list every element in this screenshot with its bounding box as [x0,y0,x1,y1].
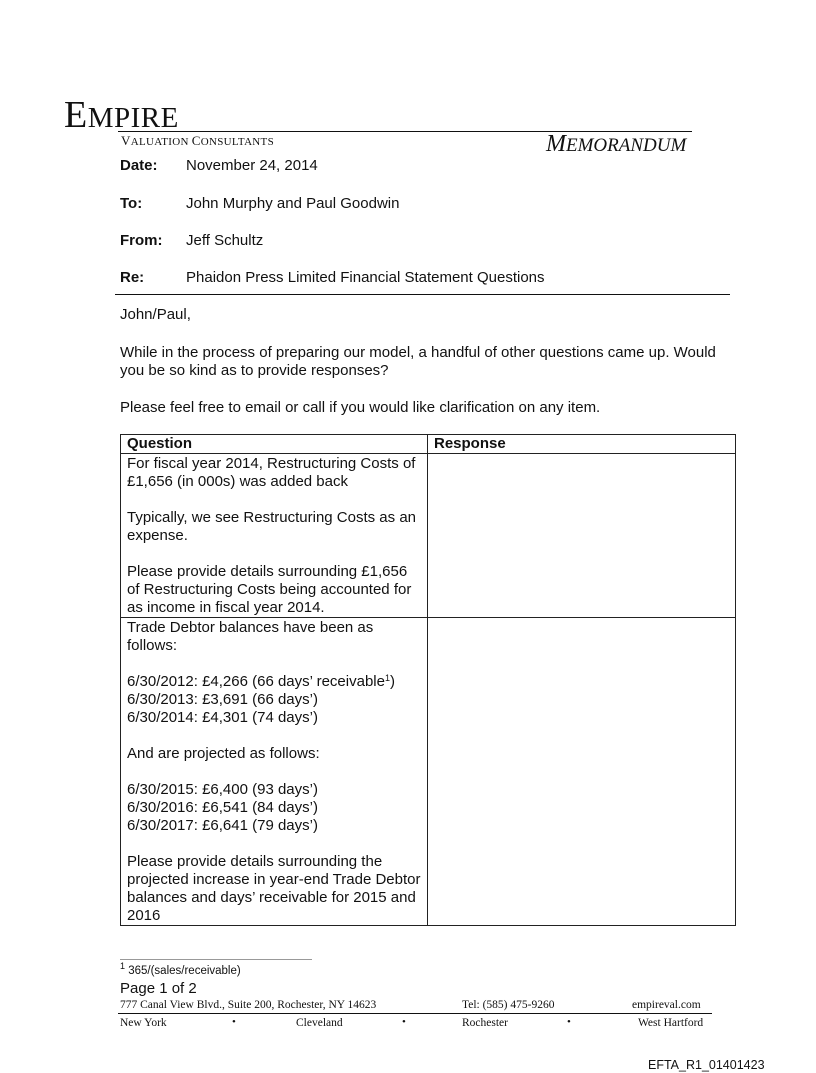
salutation: John/Paul, [120,306,191,323]
projected-line: 6/30/2016: £6,541 (84 days’) [127,799,318,816]
table-row [121,454,736,618]
question-header: Question [121,435,428,454]
restructuring-question-2: Typically, we see Restructuring Costs as an expense. [127,509,417,544]
questions-table [120,434,736,926]
bullet-separator: • [232,1016,236,1028]
table-header-row [121,435,736,454]
re-label: Re: [120,269,145,286]
question-cell [121,618,428,926]
restructuring-question-1: For fiscal year 2014, Restructuring Costs of £1,656 (in 000s) was added back [127,455,416,490]
question-cell [121,454,428,618]
historical-line: 6/30/2013: £3,691 (66 days’) [127,691,318,708]
footnote-ref: 1 [384,673,390,683]
memorandum-label: MEMORANDUM [546,131,687,157]
logo-initial: E [64,94,88,136]
office-west-hartford: West Hartford [638,1017,704,1029]
closing-paragraph: Please feel free to email or call if you would like clarification on any item. [120,399,601,416]
to-value: John Murphy and Paul Goodwin [186,195,400,212]
footnote-divider [120,959,312,960]
restructuring-question-3: Please provide details surrounding £1,656 of Restructuring Costs being accounted for as income in fiscal year 2014. [127,563,412,616]
to-label: To: [120,195,143,212]
footer-phone: Tel: (585) 475-9260 [462,999,555,1011]
projected-line: 6/30/2015: £6,400 (93 days’) [127,781,318,798]
office-cleveland: Cleveland [296,1017,343,1029]
bates-number: EFTA_R1_01401423 [648,1058,765,1072]
footnote: $^1$ 365/(sales/receivable) [120,961,241,977]
date-value: November 24, 2014 [186,157,318,174]
from-value: Jeff Schultz [186,232,264,249]
response-cell[interactable] [428,618,736,926]
letterhead-rule [118,131,692,132]
from-label: From: [120,232,163,249]
table-row [121,618,736,926]
historical-line: 6/30/2012: £4,266 (66 days’ receivable$^1$) [127,673,395,690]
footer-rule [118,1013,712,1014]
office-new-york: New York [120,1017,167,1029]
projected-line: 6/30/2017: £6,641 (79 days’) [127,817,318,834]
date-label: Date: [120,157,158,174]
projection-intro: And are projected as follows: [127,745,320,762]
response-header: Response [428,435,736,454]
bullet-separator: • [567,1016,571,1028]
response-cell[interactable] [428,454,736,618]
trade-debtor-intro: Trade Debtor balances have been as follows: [127,619,374,654]
page-number: Page 1 of 2 [120,980,197,997]
office-rochester: Rochester [462,1017,508,1029]
historical-line: 6/30/2014: £4,301 (74 days’) [127,709,318,726]
intro-paragraph: While in the process of preparing our model, a handful of other questions came up. Would you be so kind as to provide responses? [120,344,716,379]
bullet-separator: • [402,1016,406,1028]
logo-text: MPIRE [87,102,179,134]
trade-debtor-request: Please provide details surrounding the projected increase in year-end Trade Debtor balances and days’ receivable for 2015 and 2016 [127,853,421,924]
header-divider [115,294,730,295]
logo-subtitle: VALUATION CONSULTANTS [121,133,274,148]
footer-website[interactable]: empireval.com [632,999,701,1011]
re-value: Phaidon Press Limited Financial Statement Questions [186,269,545,286]
footer-address: 777 Canal View Blvd., Suite 200, Rochester, NY 14623 [120,999,377,1011]
